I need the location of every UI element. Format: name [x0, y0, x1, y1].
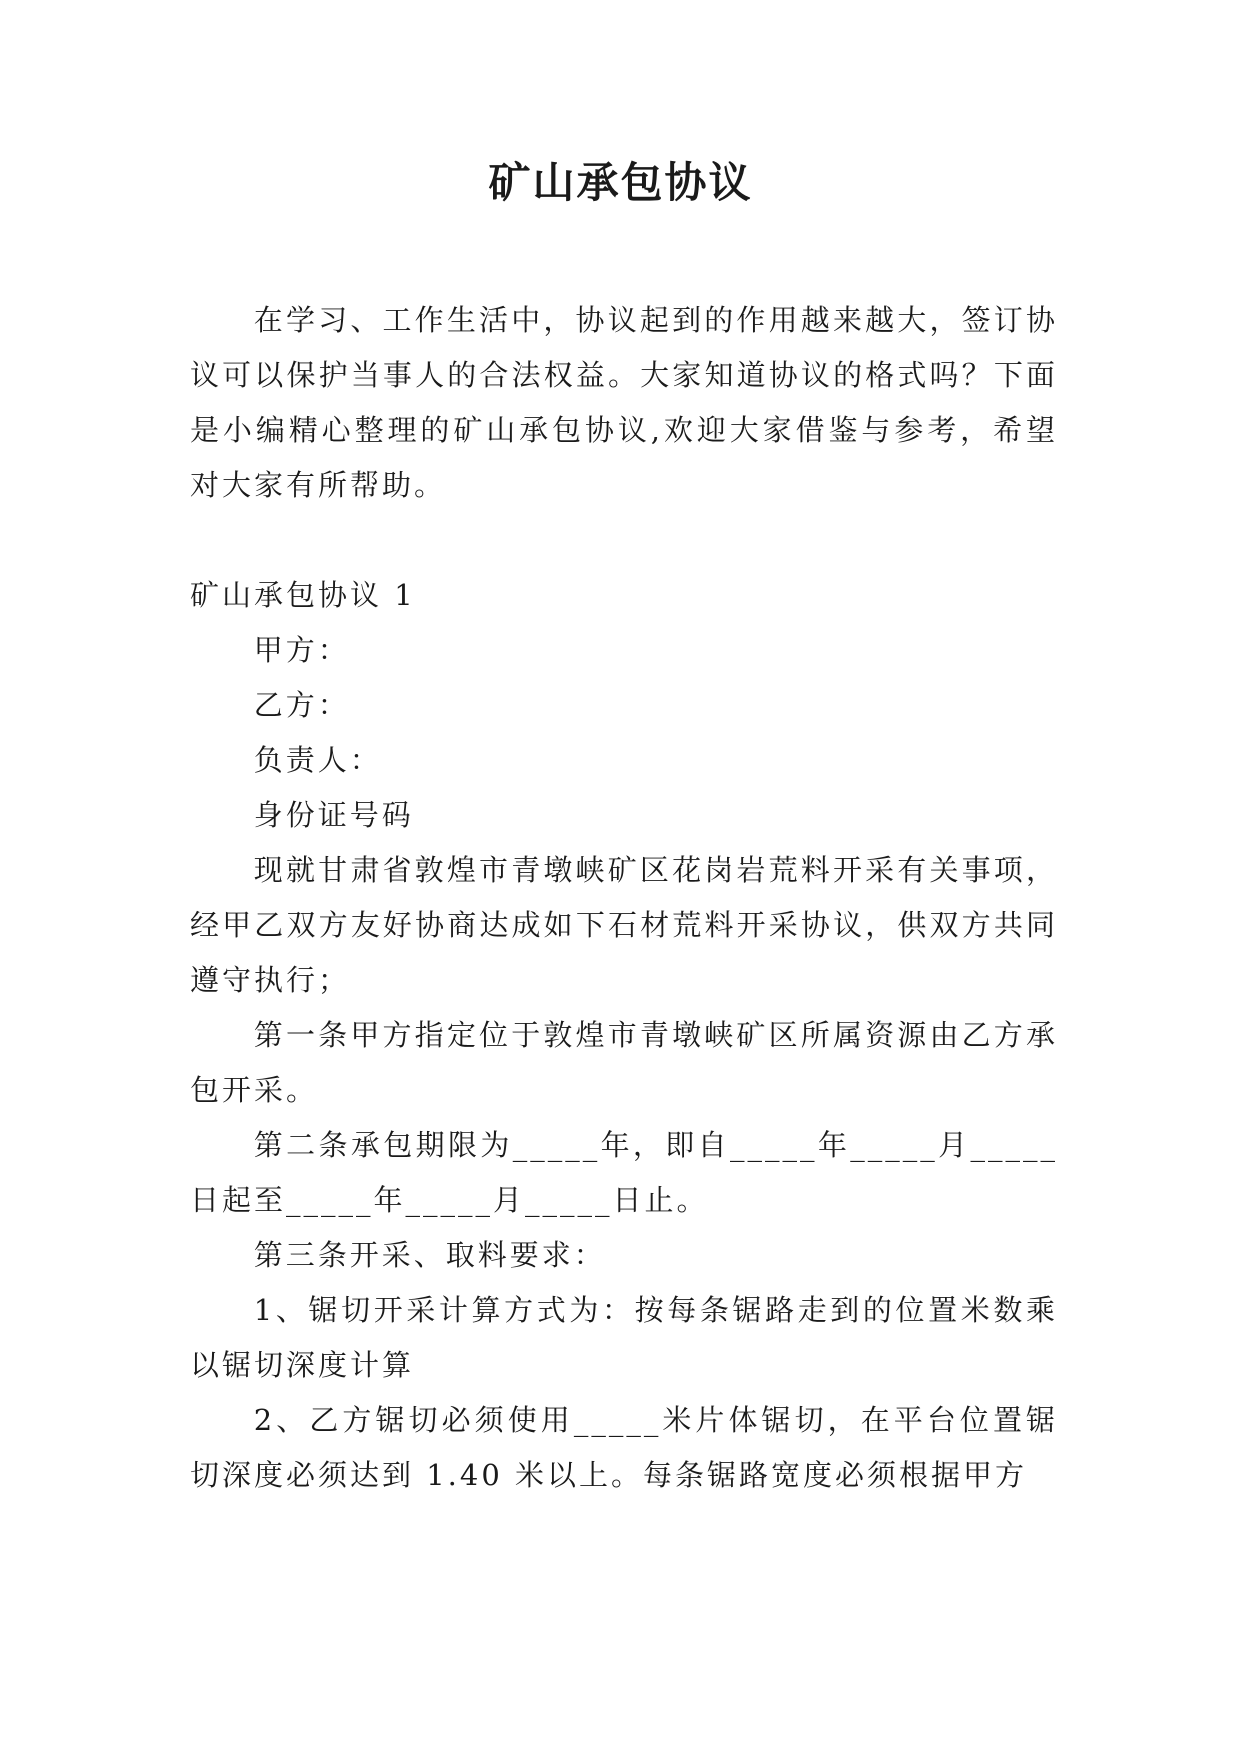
- paragraph-spacer: [190, 513, 1058, 568]
- document-title: 矿山承包协议: [488, 158, 753, 207]
- article-1: 第一条甲方指定位于敦煌市青墩峡矿区所属资源由乙方承包开采。: [190, 1018, 1058, 1107]
- section-heading: 矿山承包协议 1: [190, 578, 416, 612]
- preamble-paragraph: 现就甘肃省敦煌市青墩峡矿区花岗岩荒料开采有关事项，经甲乙双方友好协商达成如下石材荒料开采协议，供双方共同遵守执行；: [190, 853, 1058, 997]
- article-3: 第三条开采、取料要求：: [253, 1238, 606, 1272]
- id-number-line: 身份证号码: [253, 798, 414, 832]
- article-2: 第二条承包期限为_____年，即自_____年_____月_____日起至_____年_____月_____日止。: [190, 1128, 1058, 1217]
- responsible-person-line: 负责人：: [253, 743, 382, 777]
- article-3-item-1: 1、锯切开采计算方式为：按每条锯路走到的位置米数乘以锯切深度计算: [190, 1293, 1058, 1382]
- party-b-line: 乙方：: [253, 688, 350, 722]
- party-a-line: 甲方：: [253, 633, 350, 667]
- article-3-item-2: 2、乙方锯切必须使用_____米片体锯切，在平台位置锯切深度必须达到 1.40 米以上。每条锯路宽度必须根据甲方: [190, 1403, 1058, 1492]
- intro-paragraph: 在学习、工作生活中，协议起到的作用越来越大，签订协议可以保护当事人的合法权益。大家知道协议的格式吗？下面是小编精心整理的矿山承包协议,欢迎大家借鉴与参考，希望对大家有所帮助。: [190, 303, 1058, 502]
- document-body: [190, 293, 1058, 1503]
